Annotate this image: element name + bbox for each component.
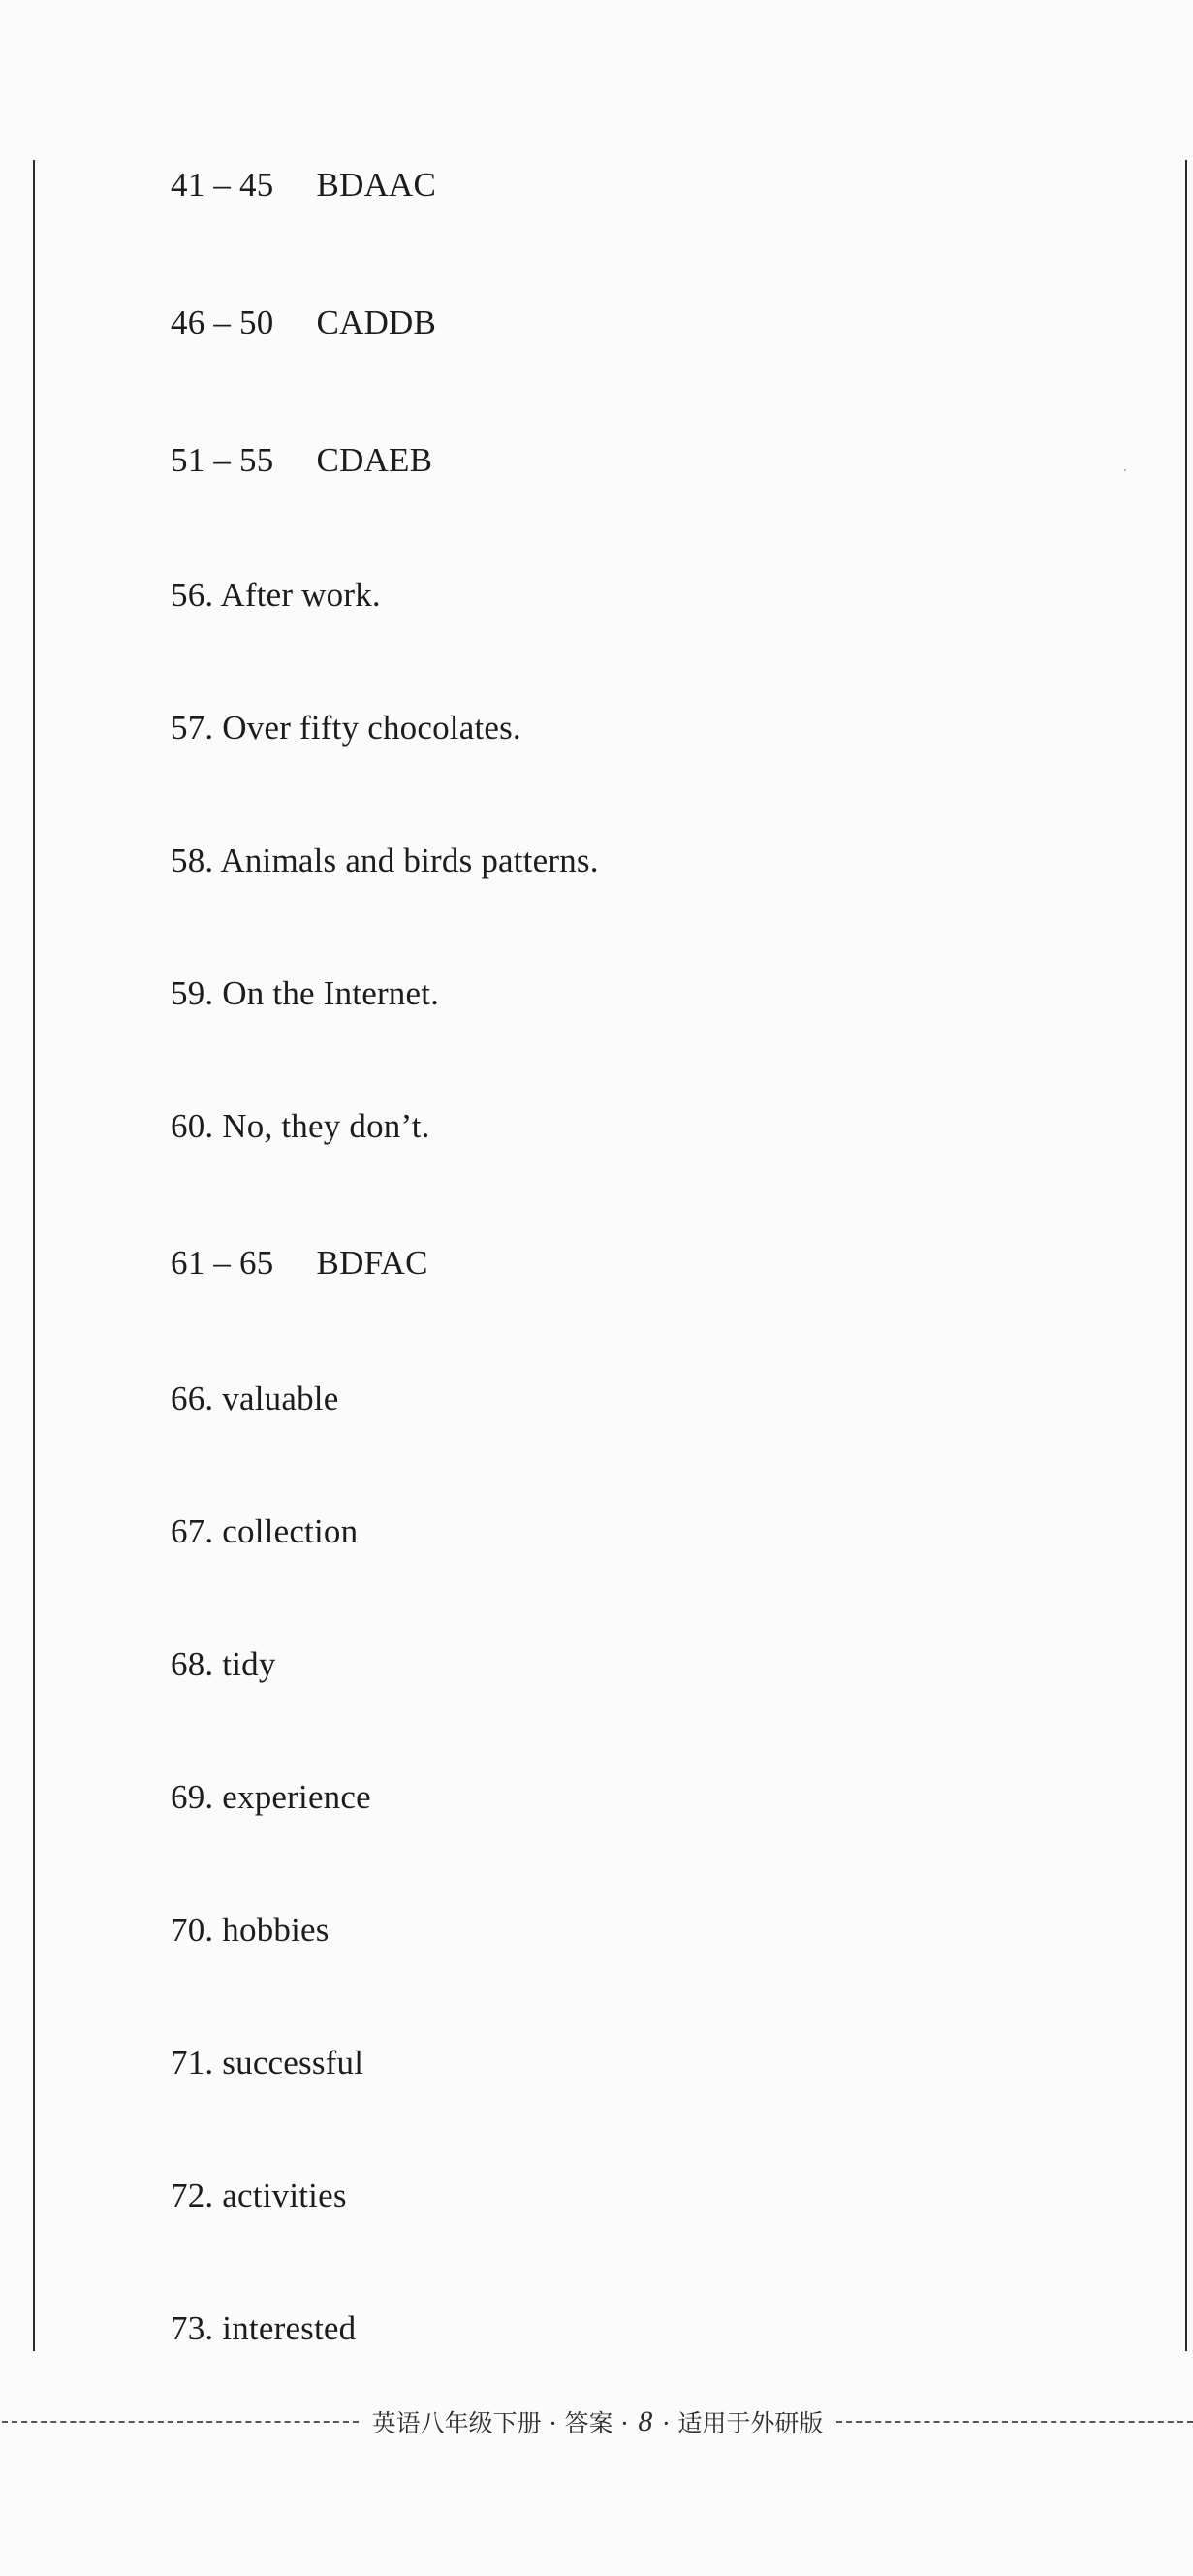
answer-item: 59. On the Internet. [171, 974, 440, 1012]
footer-dashed-rule-left [2, 2421, 359, 2423]
answer-item: 56. After work. [171, 576, 381, 614]
answer-item: 66. valuable [171, 1380, 339, 1417]
answer-item: 58. Animals and birds patterns. [171, 842, 599, 879]
footer-book-title: 英语八年级下册 · 答案 · [371, 2409, 629, 2437]
answer-item: 73. interested [171, 2309, 357, 2347]
answer-item: 70. hobbies [171, 1911, 330, 1949]
answer-item: 51 – 55 CDAEB [171, 441, 433, 479]
answer-item: 69. experience [171, 1778, 371, 1816]
footer-edition: · 适用于外研版 [662, 2409, 824, 2437]
left-margin-rule [33, 160, 35, 2351]
footer-dashed-rule-right [836, 2421, 1193, 2423]
right-margin-rule [1185, 160, 1187, 2351]
answer-item: 61 – 65 BDFAC [171, 1244, 428, 1282]
answer-item: 67. collection [171, 1512, 359, 1550]
answer-item: 60. No, they don’t. [171, 1107, 430, 1145]
answer-item: 57. Over fifty chocolates. [171, 709, 521, 747]
scan-speck [1124, 469, 1126, 471]
answer-item: 41 – 45 BDAAC [171, 166, 437, 204]
answer-item: 72. activities [171, 2177, 347, 2214]
answer-item: 46 – 50 CADDB [171, 303, 437, 341]
answer-item: 71. successful [171, 2044, 364, 2082]
page-number: 8 [638, 2405, 653, 2437]
page-footer [0, 2402, 1193, 2441]
answer-item: 68. tidy [171, 1645, 276, 1683]
footer-caption [359, 2404, 837, 2439]
